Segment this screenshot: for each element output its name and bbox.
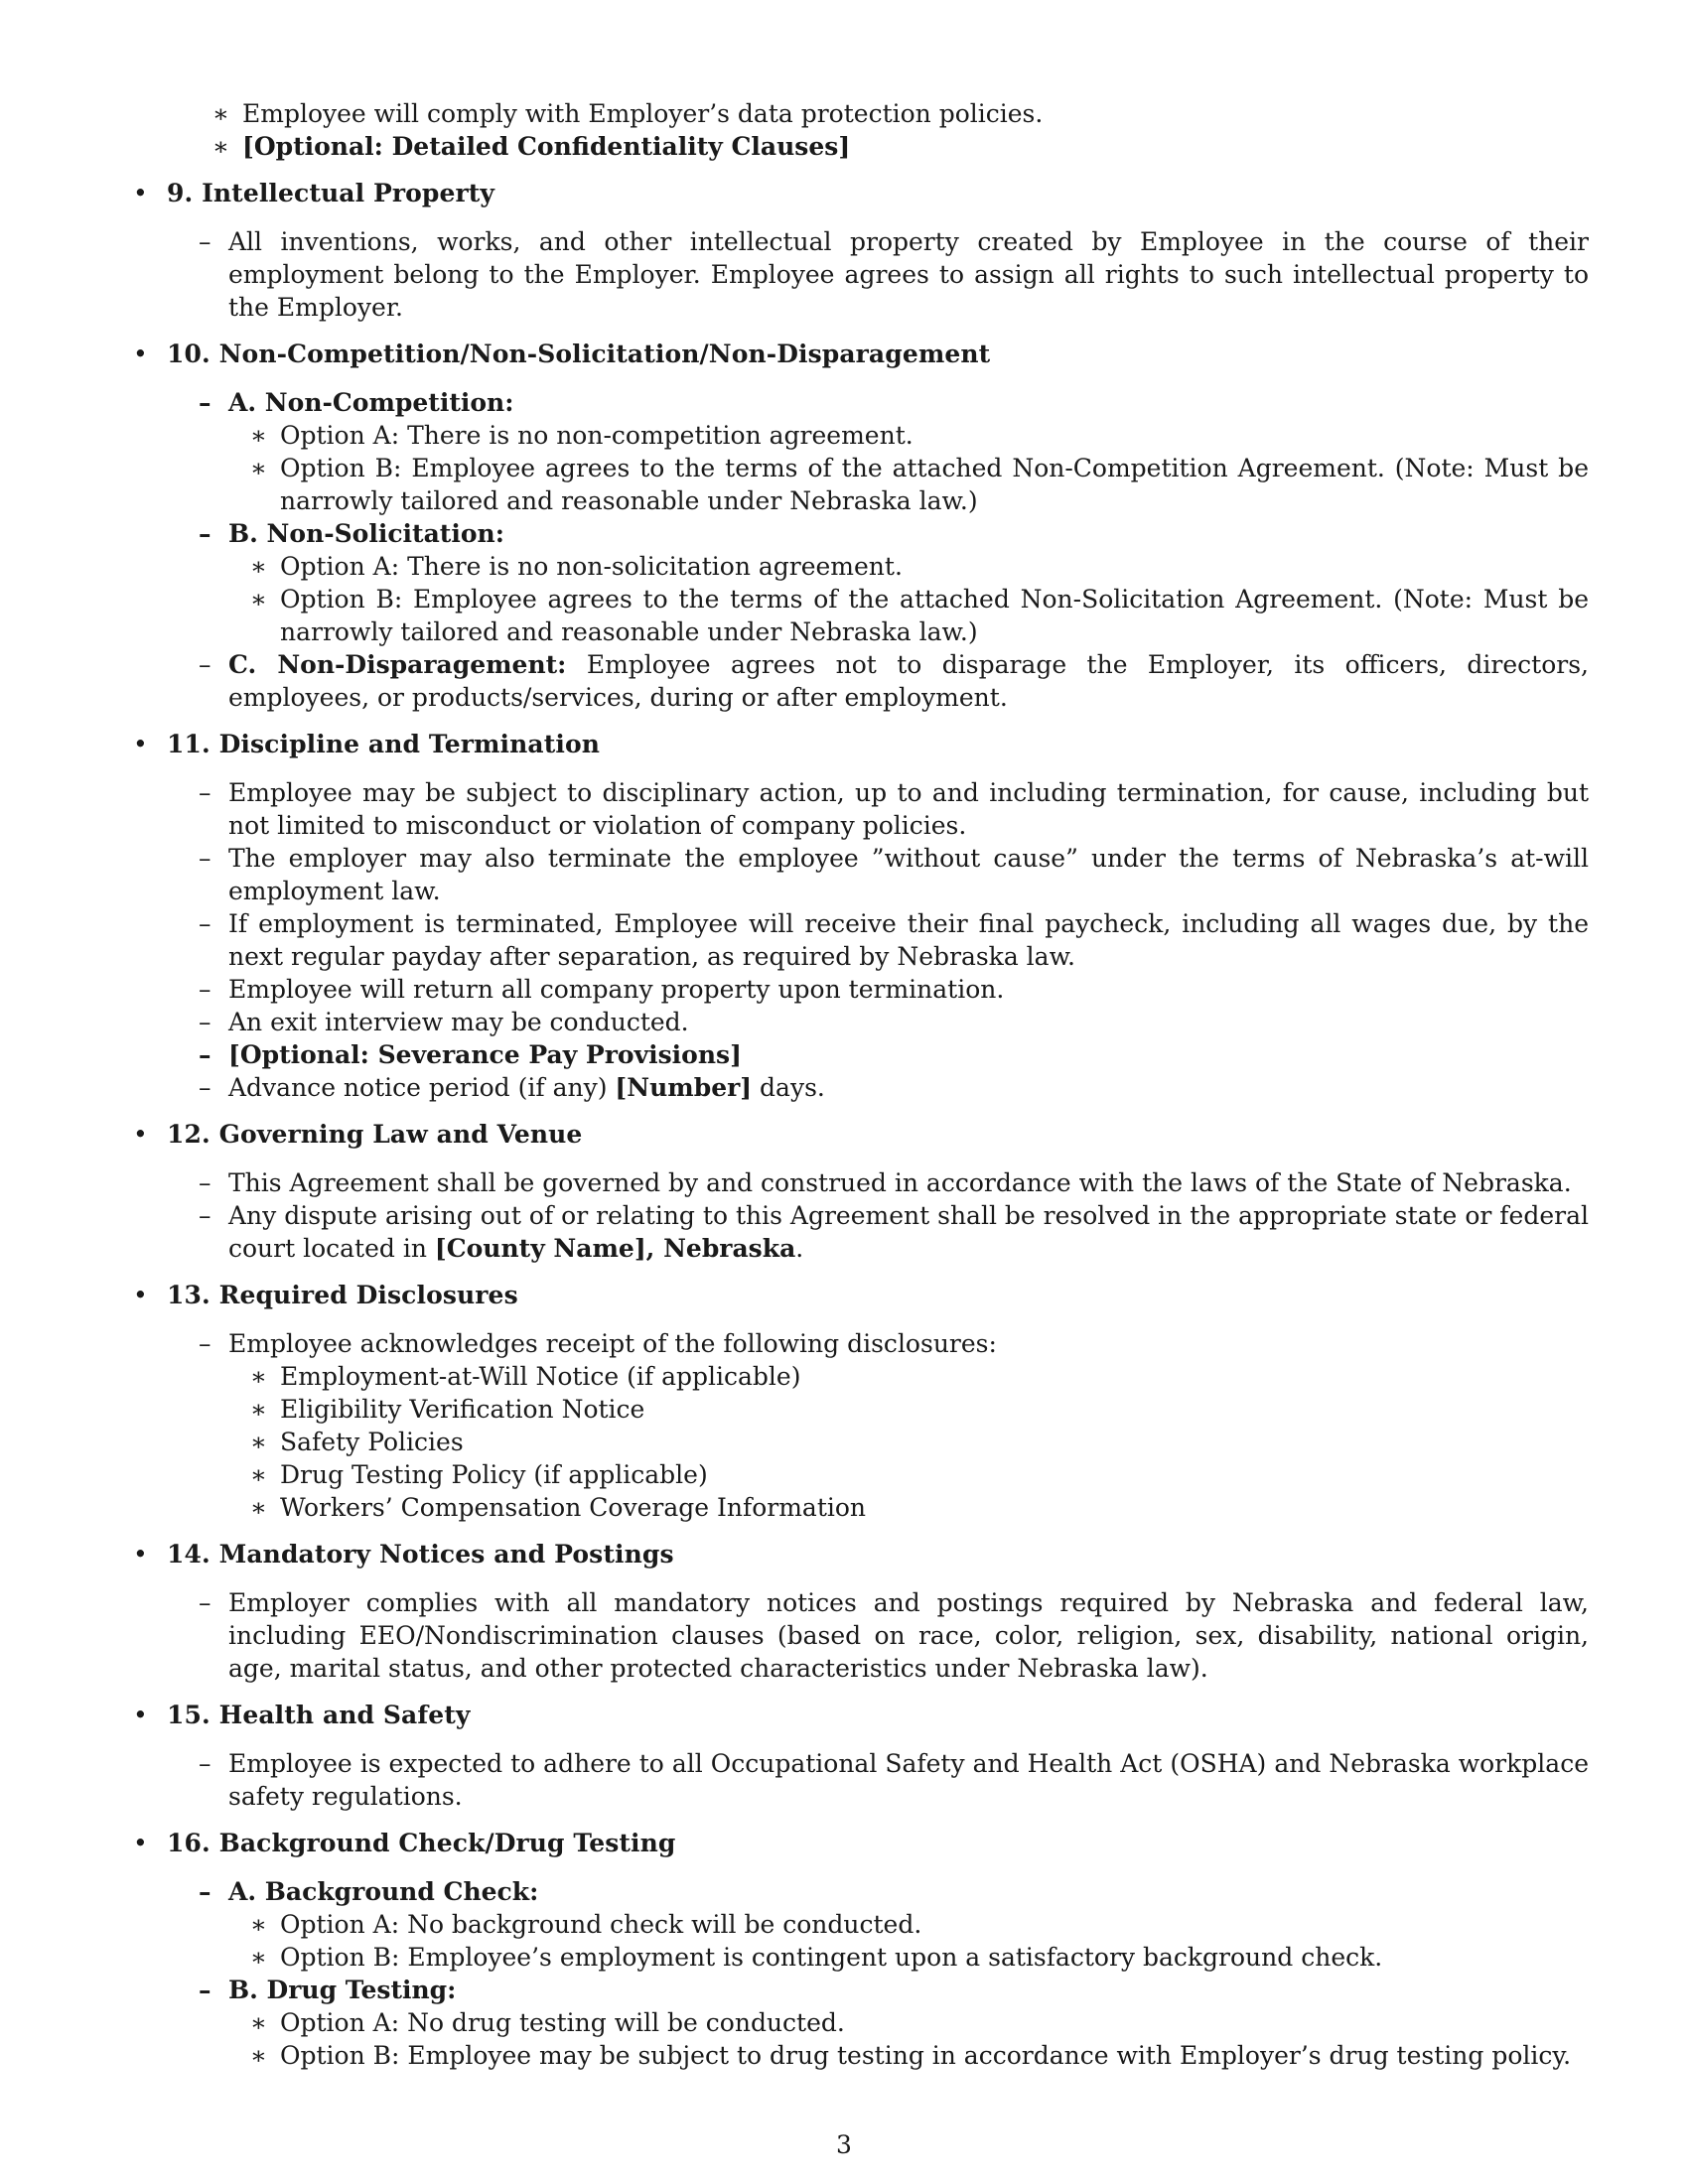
section-required-disclosures [129,1279,1589,1524]
section-heading: • 12. Governing Law and Venue [167,1118,1589,1151]
subsection-label: – A. Non-Competition: [167,386,1589,419]
list-item: ∗ Option B: Employee’s employment is contingent upon a satisfactory background check. [167,1941,1589,1974]
page-number: 3 [836,2130,852,2159]
section-health-safety [129,1699,1589,1813]
section-mandatory-notices [129,1538,1589,1685]
list-item: – [Optional: Severance Pay Provisions] [167,1038,1589,1071]
list-item: – This Agreement shall be governed by and construed in accordance with the laws of the State of Nebraska. [167,1166,1589,1199]
section-intellectual-property [129,177,1589,324]
list-item: ∗ Employee will comply with Employer’s data protection policies. [129,97,1589,130]
list-item: – An exit interview may be conducted. [167,1006,1589,1038]
list-item: – Any dispute arising out of or relating to this Agreement shall be resolved in the appropriate state or federal court located in [County Name], Nebraska. [167,1199,1589,1265]
list-item: ∗ Option B: Employee may be subject to drug testing in accordance with Employer’s drug testing policy. [167,2039,1589,2072]
subsection-label: – B. Non-Solicitation: [167,517,1589,550]
list-item: – C. Non-Disparagement: Employee agrees not to disparage the Employer, its officers, directors, employees, or products/services, during or after employment. [167,648,1589,714]
list-item: – Employee is expected to adhere to all Occupational Safety and Health Act (OSHA) and Nebraska workplace safety regulations. [167,1747,1589,1813]
section-non-competition [129,338,1589,714]
section-heading: • 15. Health and Safety [167,1699,1589,1731]
list-item: ∗ Option A: No background check will be conducted. [167,1908,1589,1941]
list-item: ∗ Option B: Employee agrees to the terms of the attached Non-Solicitation Agreement. (Note: Must be narrowly tailored and reasonable under Nebraska law.) [167,583,1589,648]
section-heading: • 9. Intellectual Property [167,177,1589,209]
list-item: – Employee may be subject to disciplinary action, up to and including termination, for cause, including but not limited to misconduct or violation of company policies. [167,776,1589,842]
section-background-drug-testing [129,1827,1589,2072]
section-heading: • 13. Required Disclosures [167,1279,1589,1311]
list-item: ∗ Eligibility Verification Notice [167,1393,1589,1426]
list-item: ∗ Option A: There is no non-competition agreement. [167,419,1589,452]
section-heading: • 16. Background Check/Drug Testing [167,1827,1589,1859]
list-item: ∗ [Optional: Detailed Confidentiality Clauses] [129,130,1589,163]
list-item: ∗ Option B: Employee agrees to the terms of the attached Non-Competition Agreement. (Note: Must be narrowly tailored and reasonable under Nebraska law.) [167,452,1589,517]
list-item: ∗ Drug Testing Policy (if applicable) [167,1458,1589,1491]
list-item: – Employer complies with all mandatory notices and postings required by Nebraska and federal law, including EEO/Nondiscrimination clauses (based on race, color, religion, sex, disability, national origin, age, marital status, and other protected characteristics under Nebraska law). [167,1586,1589,1685]
list-item: – Employee will return all company property upon termination. [167,973,1589,1006]
document-body [129,97,1589,2072]
list-item: – The employer may also terminate the employee ”without cause” under the terms of Nebraska’s at-will employment law. [167,842,1589,907]
list-item: ∗ Workers’ Compensation Coverage Information [167,1491,1589,1524]
subsection-label: – B. Drug Testing: [167,1974,1589,2006]
list-item: – All inventions, works, and other intellectual property created by Employee in the course of their employment belong to the Employer. Employee agrees to assign all rights to such intellectual property to the Employer. [167,225,1589,324]
section-discipline-termination [129,728,1589,1104]
section-heading: • 11. Discipline and Termination [167,728,1589,760]
subsection-label: – A. Background Check: [167,1875,1589,1908]
section-heading: • 10. Non-Competition/Non-Solicitation/Non-Disparagement [167,338,1589,370]
section-governing-law [129,1118,1589,1265]
confidentiality-continuation [129,97,1589,163]
list-item: ∗ Employment-at-Will Notice (if applicable) [167,1360,1589,1393]
list-item: – If employment is terminated, Employee will receive their final paycheck, including all wages due, by the next regular payday after separation, as required by Nebraska law. [167,907,1589,973]
section-heading: • 14. Mandatory Notices and Postings [167,1538,1589,1570]
list-item: ∗ Safety Policies [167,1426,1589,1458]
list-item: ∗ Option A: No drug testing will be conducted. [167,2006,1589,2039]
list-item: – Employee acknowledges receipt of the following disclosures: [167,1327,1589,1360]
list-item: – Advance notice period (if any) [Number] days. [167,1071,1589,1104]
list-item: ∗ Option A: There is no non-solicitation agreement. [167,550,1589,583]
